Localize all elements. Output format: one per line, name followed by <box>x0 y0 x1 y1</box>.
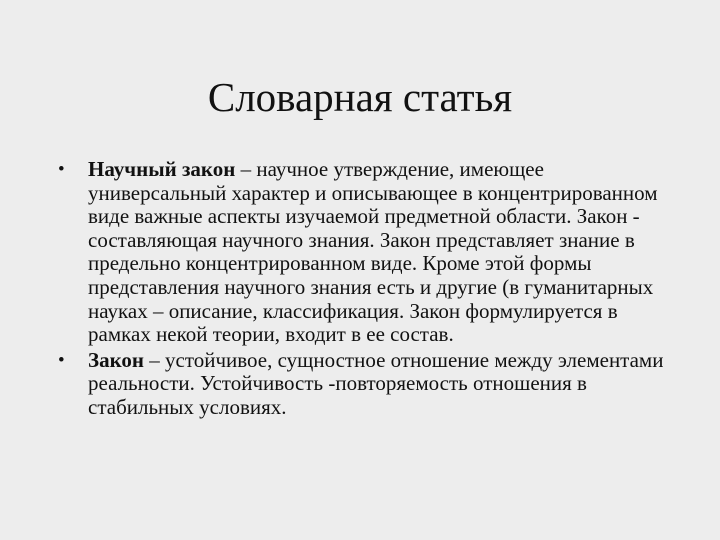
term-scientific-law: Научный закон <box>88 157 236 181</box>
slide-title: Словарная статья <box>207 74 513 120</box>
list-item <box>56 349 664 420</box>
bullet-icon: • <box>58 159 65 180</box>
definition-scientific-law: – научное утверждение, имеющее универсальный характер и описывающее в концентрированном виде важные аспекты изучаемой предметной области. Закон - составляющая научного знания. Закон представляет знание в предельно концентрированном виде. Кроме этой формы представления научного знания есть и другие (в гуманитарных науках – описание, классификация. Закон формулируется в рамках некой теории, входит в ее состав. <box>88 157 658 347</box>
list-item <box>56 158 664 347</box>
bullet-list <box>56 158 664 422</box>
bullet-icon: • <box>58 349 65 371</box>
definition-law: – устойчивое, сущностное отношение между элементами реальности. Устойчивость -повторяемость отношения в стабильных условиях. <box>88 347 664 419</box>
term-law: Закон <box>88 347 145 372</box>
